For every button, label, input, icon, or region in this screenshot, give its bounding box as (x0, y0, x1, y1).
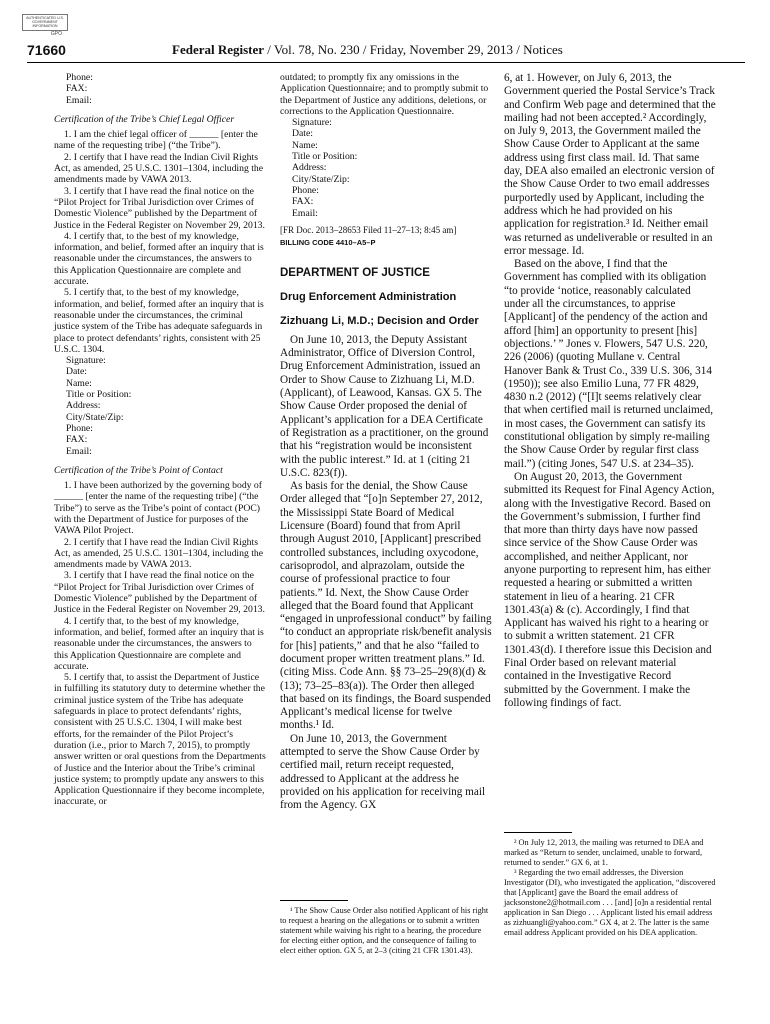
col1-paragraph: Email: (66, 445, 92, 457)
col2-paragraph: Address: (292, 162, 327, 174)
col1-paragraph: Signature: (66, 355, 106, 367)
col1-paragraph: Date: (66, 366, 87, 378)
col2-paragraph: Email: (292, 207, 318, 219)
footnote-rule (504, 832, 572, 833)
col1-paragraph: 4. I certify that, to the best of my knowledge, information, and belief, formed after an inquiry that is reasonable under the circumstances, the answers to this Application Questionnaire are complete and accurate. (54, 615, 264, 672)
page-number: 71660 (27, 42, 66, 58)
col1-paragraph: 3. I certify that I have read the final notice on the “Pilot Project for Tribal Jurisdiction over Crimes of Domestic Violence” published by the Department of Justice in the Federal Register on November 29, 2013. (54, 185, 265, 231)
col2-paragraph: Drug Enforcement Administration (280, 290, 457, 303)
col3-paragraph: On August 20, 2013, the Government submitted its Request for Final Agency Action, along with the Investigative Record. Based on the Government’s submission, I further find that more than thirty days have now passed since service of the Show Cause Order was accomplished, and neither Applicant, nor anyone purporting to represent him, has either requested a hearing or submitted a written statement in lieu of a hearing. 21 CFR 1301.43(a) & (c). Accordingly, I find that Applicant has waived his right to a hearing or to submit a written statement. 21 CFR 1301.43(d). I therefore issue this Decision and Final Order based on relevant material contained in the Investigative Record submitted by the Government. I make the following findings of fact. (504, 470, 715, 709)
col1-paragraph: Certification of the Tribe’s Chief Legal Officer (54, 113, 235, 125)
col2-paragraph: FAX: (292, 196, 314, 208)
col1-paragraph: Certification of the Tribe’s Point of Contact (54, 464, 223, 476)
column-2-body (280, 72, 492, 813)
col1-paragraph: City/State/Zip: (66, 411, 124, 423)
column-2-footnotes (280, 892, 492, 956)
col2-paragraph: Zizhuang Li, M.D.; Decision and Order (280, 314, 479, 327)
col1-paragraph: 1. I have been authorized by the governing body of ______ [enter the name of the requesting tribe] (“the Tribe”) to serve as the Tribe’s point of contact (POC) with the Department of Justice for purposes of the VAWA Pilot Project. (54, 480, 262, 537)
col1-paragraph: 3. I certify that I have read the final notice on the “Pilot Project for Tribal Jurisdiction over Crimes of Domestic Violence” published by the Department of Justice in the Federal Register on November 29, 2013. (54, 570, 265, 616)
header-rule (27, 62, 745, 63)
gpo-seal-label: GPO (50, 30, 62, 37)
col1-paragraph: Name: (66, 377, 92, 389)
col1-paragraph: Title or Position: (66, 389, 132, 401)
col2-paragraph: Date: (292, 128, 313, 140)
column-3-body (504, 72, 718, 710)
col2-paragraph: City/State/Zip: (292, 173, 350, 185)
gpo-seal-text: AUTHENTICATED U.S. GOVERNMENT INFORMATION (22, 14, 68, 31)
col2-paragraph: On June 10, 2013, the Deputy Assistant Administrator, Office of Diversion Control, Drug Enforcement Administration, issued an Order to Show Cause to Zizhuang Li, M.D. (Applicant), of Leawood, Kansas. GX 5. The Show Cause Order proposed the denial of Applicant’s application for a DEA Certificate of Registration as a practitioner, on the ground that his “registration would be inconsistent with the public interest.” Id. at 1 (citing 21 U.S.C. 823(f)). (280, 333, 489, 479)
footnote: ² On July 12, 2013, the mailing was returned to DEA and marked as “Return to sender, unclaimed, unable to forward, returned to sender.” GX 6, at 1. (504, 838, 704, 867)
col2-paragraph: DEPARTMENT OF JUSTICE (280, 266, 430, 279)
footnote-rule (280, 900, 348, 901)
issue-details: / Vol. 78, No. 230 / Friday, November 29, 2013 / Notices (264, 42, 563, 57)
column-2 (280, 72, 492, 955)
col2-paragraph: outdated; to promptly fix any omissions in the Application Questionnaire; and to promptly submit to the Department of Justice any additions, deletions, or corrections to the Application Questionnaire. (280, 72, 489, 117)
col1-paragraph: 2. I certify that I have read the Indian Civil Rights Act, as amended, 25 U.S.C. 1301–1304, including the amendments made by VAWA 2013. (54, 536, 264, 571)
col1-paragraph: Email: (66, 94, 92, 106)
footnote: ¹ The Show Cause Order also notified Applicant of his right to request a hearing on the allegations or to submit a written statement while waiving his right to a hearing, the procedure for electing either option, and the consequence of failing to elect either option. GX 5, at 2–3 (citing 21 CFR 1301.43). (280, 906, 489, 955)
col2-paragraph: Title or Position: (292, 151, 358, 163)
column-3-footnotes (504, 824, 718, 938)
col1-paragraph: 1. I am the chief legal officer of ______ [enter the name of the requesting tribe] (“the Tribe”). (54, 129, 258, 152)
col2-paragraph: [FR Doc. 2013–28653 Filed 11–27–13; 8:45 am] (280, 224, 457, 235)
gpo-authentication-seal (22, 14, 68, 38)
col2-paragraph: Signature: (292, 117, 332, 129)
col3-paragraph: Based on the above, I find that the Government has complied with its obligation “to provide ‘notice, reasonably calculated under all the circumstances, to apprise [Applicant] of the pendency of the action and afford [him] an opportunity to present [his] objections.’ ” Jones v. Flowers, 547 U.S. 220, 226 (2006) (quoting Mullane v. Central Hanover Bank & Trust Co., 339 U.S. 306, 314 (1950)); see also Emilio Luna, 77 FR 4829, 4830 n.2 (2012) (“[I]t seems relatively clear that when certified mail is returned unclaimed, in most cases, the Government can satisfy its constitutional obligation by simply re-mailing the Show Cause Order by regular first class mail.”) (citing Jones, 547 U.S. at 234–35). (504, 258, 714, 470)
col1-paragraph: 4. I certify that, to the best of my knowledge, information, and belief, formed after an inquiry that is reasonable under the circumstances, the answers to this Application Questionnaire are complete and accurate. (54, 230, 264, 288)
column-1 (54, 72, 266, 808)
col2-paragraph: As basis for the denial, the Show Cause Order alleged that “[o]n September 27, 2012, the Mississippi State Board of Medical Licensure (Board) found that from April through August 2010, [Applicant] prescribed controlled substances, including oxycodone, carisoprodol, and alprazolam, outside the course of professional practice to four patients.” Id. Next, the Show Cause Order alleged that the Board found that Applicant “engaged in unprofessional conduct” by failing “to conduct an appropriate risk/benefit analysis for [his] patients,” and that he also “failed to document proper written treatment plans.” Id. (citing Miss. Code Ann. §§ 73–25–29(8)(d) & (13); 73–25–83(a)). The Order then alleged that based on its findings, the Board suspended Applicant’s medical license for twelve months.¹ Id. (280, 480, 492, 732)
col2-paragraph: Phone: (292, 184, 319, 196)
col1-paragraph: 5. I certify that, to the best of my knowledge, information, and belief, formed after an inquiry that is reasonable under the circumstances, the criminal justice system of the Tribe has adequate safeguards in place to protect defendants’ rights, consistent with 25 U.S.C. 1304. (54, 287, 264, 355)
col1-paragraph: Address: (66, 400, 101, 412)
col1-paragraph: 2. I certify that I have read the Indian Civil Rights Act, as amended, 25 U.S.C. 1301–1304, including the amendments made by VAWA 2013. (54, 151, 264, 186)
col1-paragraph: FAX: (66, 434, 88, 446)
col2-paragraph: On June 10, 2013, the Government attempted to serve the Show Cause Order by certified mail, return receipt requested, addressed to Applicant at the address he provided on his application for receiving mail from the Agency. GX (280, 732, 486, 812)
publication-name: Federal Register (172, 42, 265, 57)
col2-paragraph: BILLING CODE 4410–A5–P (280, 237, 376, 247)
col1-paragraph: 5. I certify that, to assist the Department of Justice in fulfilling its statutory duty to determine whether the criminal justice system of the Tribe has adequate safeguards in place to protect defendants’ rights, consistent with 25 U.S.C. 1304, I will make best efforts, for the remainder of the Pilot Project’s duration (i.e., prior to March 7, 2015), to promptly answer written or oral questions from the Departments of Justice and the Interior about the Tribe’s criminal justice system; to promptly update any answers to this Application Questionnaire if they become incomplete, inaccurate, or (54, 672, 266, 808)
running-header (172, 42, 563, 58)
column-3 (504, 72, 718, 937)
footnote: ³ Regarding the two email addresses, the Diversion Investigator (DI), who investigated the application, “discovered that [Applicant] gave the Board the email address of jacksonstone2@hotmail.com . . . [and] [o]n a residential rental application in San Diego . . . Applicant listed his email address as zizhuangli@yahoo.com.” GX 4, at 2. The latter is the same email address Applicant provided on his DEA application. (504, 868, 716, 937)
col3-paragraph: 6, at 1. However, on July 6, 2013, the Government queried the Postal Service’s Track and Confirm Web page and determined that the mailing had not been accepted.² Accordingly, on July 9, 2013, the Government mailed the Show Cause Order to Applicant at the same address using first class mail. Id. That same day, DEA also emailed an electronic version of the Show Cause Order to two email addresses purportedly used by Applicant, including the address which he had provided on his application for registration.³ Id. Neither email was returned as undeliverable or resulted in an error message. Id. (504, 72, 716, 257)
col1-paragraph: FAX: (66, 83, 88, 95)
col1-paragraph: Phone: (66, 422, 93, 434)
col1-paragraph: Phone: (66, 72, 93, 83)
col2-paragraph: Name: (292, 139, 318, 151)
